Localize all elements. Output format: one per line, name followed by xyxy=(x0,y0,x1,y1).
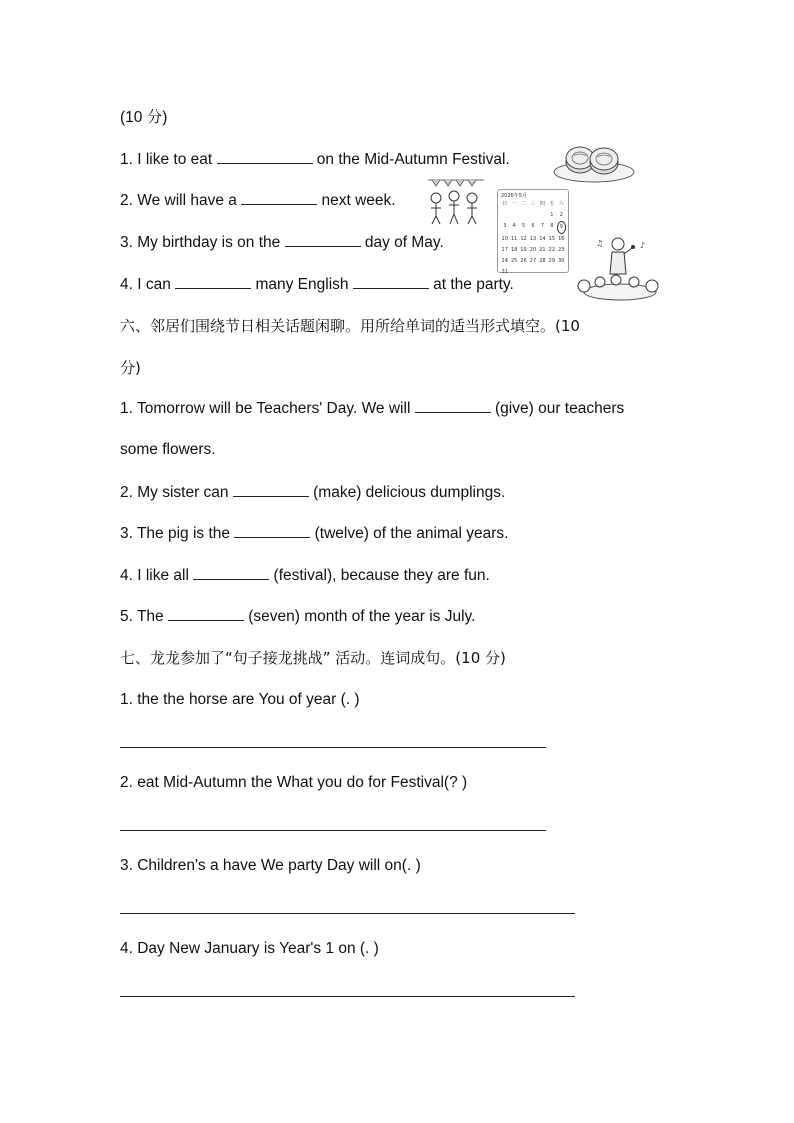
section6-title-tail: 分) xyxy=(120,359,141,377)
calendar-icon xyxy=(497,189,569,273)
calendar-day xyxy=(547,267,556,278)
s6-item-1-post: (give) our teachers xyxy=(490,400,625,417)
answer-blank[interactable] xyxy=(175,274,251,289)
calendar-day: 8 xyxy=(550,223,554,229)
calendar-day xyxy=(509,210,518,221)
s6-item-5-post: (seven) month of the year is July. xyxy=(243,608,476,625)
mooncake-plate-icon xyxy=(552,136,636,184)
calendar-day: 15 xyxy=(548,236,556,242)
s6-item-1 xyxy=(120,398,624,419)
calendar-day: 25 xyxy=(510,258,518,264)
calendar-grid xyxy=(498,199,568,278)
calendar-day: 31 xyxy=(501,269,508,275)
calendar-day xyxy=(557,267,566,278)
answer-blank[interactable] xyxy=(415,398,491,413)
s5-item-3 xyxy=(120,232,444,253)
s6-item-3-pre: 3. The pig is the xyxy=(120,525,235,542)
calendar-day: 2 xyxy=(559,212,563,218)
calendar-day xyxy=(509,267,518,278)
calendar-weekday: 六 xyxy=(558,201,564,207)
answer-blank[interactable] xyxy=(234,523,310,538)
s5-item-1-post: on the Mid-Autumn Festival. xyxy=(312,151,510,168)
calendar-day: 13 xyxy=(529,236,537,242)
answer-line[interactable] xyxy=(120,996,575,997)
calendar-day: 6 xyxy=(531,223,535,229)
calendar-day: 16 xyxy=(558,236,565,242)
calendar-day: 20 xyxy=(529,247,537,253)
s5-item-4-pre: 4. I can xyxy=(120,276,176,293)
calendar-day: 9 xyxy=(557,221,566,234)
answer-blank[interactable] xyxy=(217,149,313,164)
calendar-day xyxy=(519,210,528,221)
answer-line[interactable] xyxy=(120,747,546,748)
s5-item-4-mid: many English xyxy=(251,276,353,293)
calendar-day: 21 xyxy=(539,247,546,253)
s5-item-1-pre: 1. I like to eat xyxy=(120,151,217,168)
calendar-day: 30 xyxy=(558,258,565,264)
calendar-weekday: 三 xyxy=(530,201,536,207)
calendar-day: 7 xyxy=(540,223,545,229)
s6-item-1-cont: some flowers. xyxy=(120,441,216,458)
calendar-day: 17 xyxy=(501,247,508,253)
svg-text:♪: ♪ xyxy=(640,241,646,250)
calendar-day: 27 xyxy=(529,258,537,264)
calendar-day xyxy=(528,210,537,221)
calendar-day: 22 xyxy=(548,247,556,253)
calendar-day: 23 xyxy=(558,247,565,253)
svg-text:♫: ♫ xyxy=(596,239,604,248)
s6-item-3-post: (twelve) of the animal years. xyxy=(310,525,509,542)
s7-item-2: 2. eat Mid-Autumn the What you do for Festival(? ) xyxy=(120,774,468,791)
s5-item-2-post: next week. xyxy=(317,192,396,209)
calendar-day xyxy=(538,267,547,278)
section6-title: 六、邻居们围绕节日相关话题闲聊。用所给单词的适当形式填空。(10 xyxy=(120,317,580,335)
calendar-header: 2026年5月 xyxy=(501,193,527,199)
s5-item-2-pre: 2. We will have a xyxy=(120,192,242,209)
calendar-day: 12 xyxy=(520,236,527,242)
calendar-day: 11 xyxy=(510,236,518,242)
calendar-weekday: 五 xyxy=(549,201,555,207)
calendar-day: 5 xyxy=(521,223,526,229)
s6-item-4-post: (festival), because they are fun. xyxy=(269,567,490,584)
singing-party-icon xyxy=(574,234,664,306)
party-children-icon xyxy=(424,172,488,228)
calendar-day: 4 xyxy=(512,223,516,229)
s7-item-3: 3. Children's a have We party Day will on(. ) xyxy=(120,857,421,874)
answer-blank[interactable] xyxy=(353,274,429,289)
s5-item-2 xyxy=(120,190,396,211)
calendar-day xyxy=(528,267,537,278)
s5-item-3-pre: 3. My birthday is on the xyxy=(120,234,285,251)
calendar-day: 18 xyxy=(510,247,518,253)
s6-item-2-post: (make) delicious dumplings. xyxy=(308,484,506,501)
calendar-weekday: 二 xyxy=(521,201,527,207)
calendar-day: 3 xyxy=(503,223,507,229)
calendar-day: 28 xyxy=(539,258,546,264)
s6-item-4 xyxy=(120,565,490,586)
s7-item-4: 4. Day New January is Year's 1 on (. ) xyxy=(120,940,379,957)
calendar-weekday: 四 xyxy=(539,201,545,207)
calendar-day: 14 xyxy=(539,236,546,242)
calendar-weekday: 一 xyxy=(511,201,517,207)
section5-score: (10 分) xyxy=(120,109,168,126)
calendar-day: 1 xyxy=(550,212,554,218)
answer-blank[interactable] xyxy=(285,232,361,247)
calendar-day xyxy=(538,210,547,221)
calendar-day xyxy=(519,267,528,278)
answer-blank[interactable] xyxy=(193,565,269,580)
calendar-weekday: 日 xyxy=(502,201,508,207)
answer-line[interactable] xyxy=(120,913,575,914)
answer-line[interactable] xyxy=(120,830,546,831)
calendar-day: 24 xyxy=(501,258,508,264)
calendar-day: 26 xyxy=(520,258,527,264)
s6-item-5-pre: 5. The xyxy=(120,608,168,625)
calendar-day: 19 xyxy=(520,247,527,253)
s5-item-4-post: at the party. xyxy=(428,276,514,293)
s6-item-2 xyxy=(120,482,505,503)
calendar-day: 29 xyxy=(548,258,556,264)
s6-item-5 xyxy=(120,606,475,627)
s5-item-1 xyxy=(120,149,510,170)
s6-item-2-pre: 2. My sister can xyxy=(120,484,233,501)
s6-item-3 xyxy=(120,523,508,544)
calendar-day xyxy=(500,210,509,221)
section7-title: 七、龙龙参加了“句子接龙挑战” 活动。连词成句。(10 分) xyxy=(120,649,506,667)
answer-blank[interactable] xyxy=(168,606,244,621)
s7-item-1: 1. the the horse are You of year (. ) xyxy=(120,691,360,708)
answer-blank[interactable] xyxy=(233,482,309,497)
s5-item-3-post: day of May. xyxy=(360,234,444,251)
s6-item-4-pre: 4. I like all xyxy=(120,567,194,584)
calendar-day: 10 xyxy=(501,236,508,242)
s6-item-1-pre: 1. Tomorrow will be Teachers' Day. We will xyxy=(120,400,415,417)
s5-item-4 xyxy=(120,274,514,295)
answer-blank[interactable] xyxy=(241,190,317,205)
